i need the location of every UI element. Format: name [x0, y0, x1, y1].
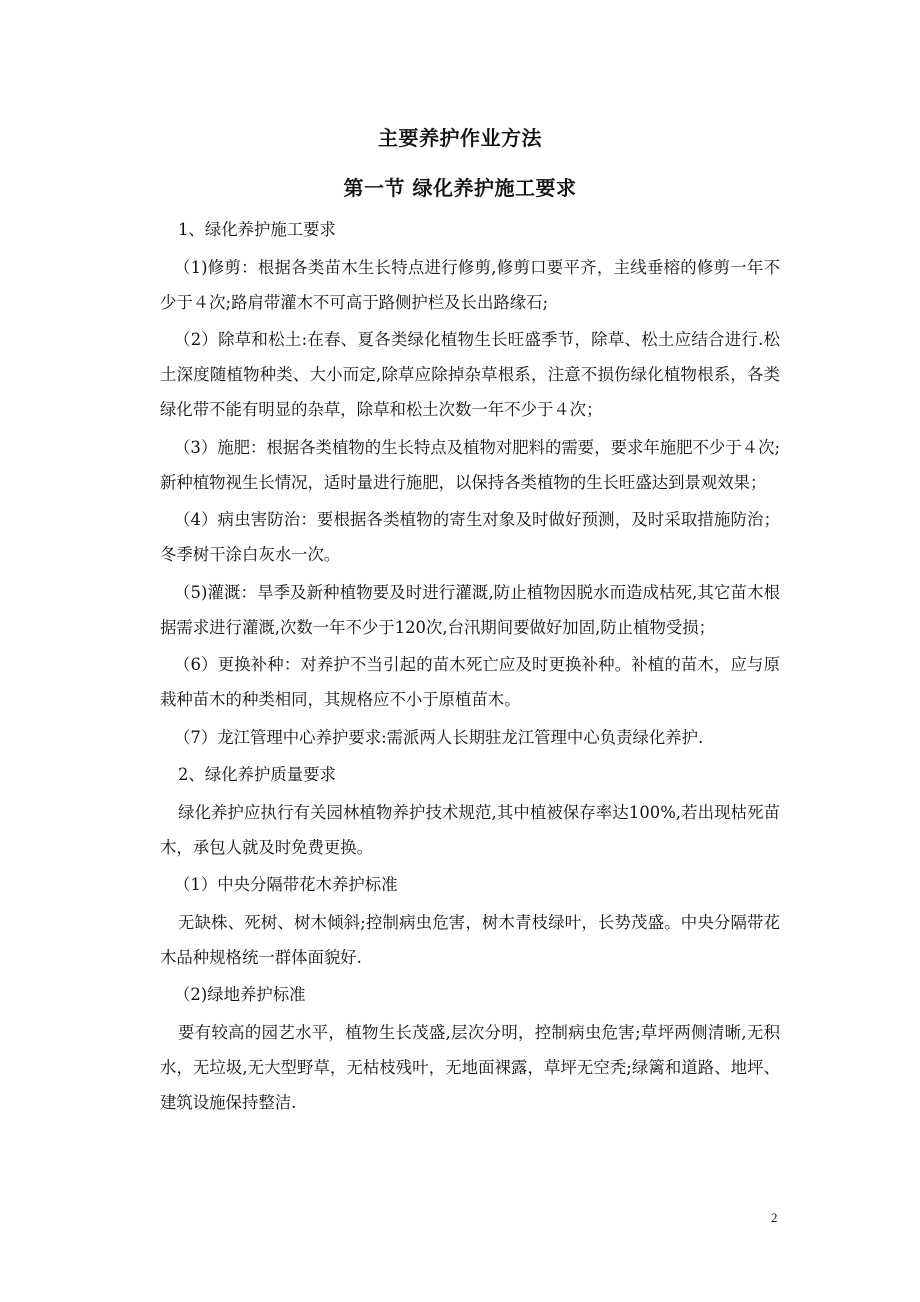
paragraph-pruning: （1)修剪：根据各类苗木生长特点进行修剪,修剪口要平齐，主线垂榕的修剪一年不少于４次;路肩带灌木不可高于路侧护栏及长出路缘石; — [160, 257, 780, 312]
paragraph-weeding: （2）除草和松土:在春、夏各类绿化植物生长旺盛季节，除草、松土应结合进行.松土深度随植物种类、大小而定,除草应除掉杂草根系，注意不损伤绿化植物根系，各类绿化带不能有明显的杂草，除草和松土次数一年不少于４次； — [160, 330, 780, 419]
paragraph-pest-control: （4）病虫害防治：要根据各类植物的寄生对象及时做好预测，及时采取措施防治；冬季树干涂白灰水一次。 — [160, 510, 780, 564]
paragraph-median-strip-standard: 无缺株、死树、树木倾斜;控制病虫危害，树木青枝绿叶，长势茂盛。中央分隔带花木品种规格统一群体面貌好. — [160, 912, 780, 967]
document-body — [160, 212, 780, 1122]
heading-quality-requirements: 2、绿化养护质量要求 — [178, 765, 336, 784]
heading-construction-requirements: 1、绿化养护施工要求 — [178, 220, 336, 239]
page-number: 2 — [771, 1210, 778, 1225]
paragraph-green-space-standard: 要有较高的园艺水平，植物生长茂盛,层次分明，控制病虫危害;草坪两侧清晰,无积水，无垃圾,无大型野草，无枯枝残叶，无地面裸露，草坪无空秃;绿篱和道路、地坪、建筑设施保持整洁. — [160, 1022, 780, 1112]
section-title: 第一节 绿化养护施工要求 — [343, 176, 577, 200]
paragraph-longjiang-requirements: （7）龙江管理中心养护要求:需派两人长期驻龙江管理中心负责绿化养护. — [174, 727, 704, 747]
paragraph-quality-standard: 绿化养护应执行有关园林植物养护技术规范,其中植被保存率达100%,若出现枯死苗木，承包人就及时免费更换。 — [160, 802, 780, 857]
heading-green-space-standard: （2)绿地养护标准 — [174, 985, 306, 1004]
paragraph-fertilizing: （3）施肥：根据各类植物的生长特点及植物对肥料的需要，要求年施肥不少于４次;新种植物视生长情况，适时量进行施肥，以保持各类植物的生长旺盛达到景观效果； — [160, 437, 781, 492]
heading-median-strip-standard: （1）中央分隔带花木养护标准 — [174, 875, 398, 894]
document-title: 主要养护作业方法 — [378, 126, 542, 150]
paragraph-irrigation: （5)灌溉：旱季及新种植物要及时进行灌溉,防止植物因脱水而造成枯死,其它苗木根据需求进行灌溉,次数一年不少于120次,台汛期间要做好加固,防止植物受损； — [160, 582, 780, 637]
paragraph-replanting: （6）更换补种：对养护不当引起的苗木死亡应及时更换补种。补植的苗木，应与原栽种苗木的种类相同，其规格应不小于原植苗木。 — [160, 655, 780, 709]
